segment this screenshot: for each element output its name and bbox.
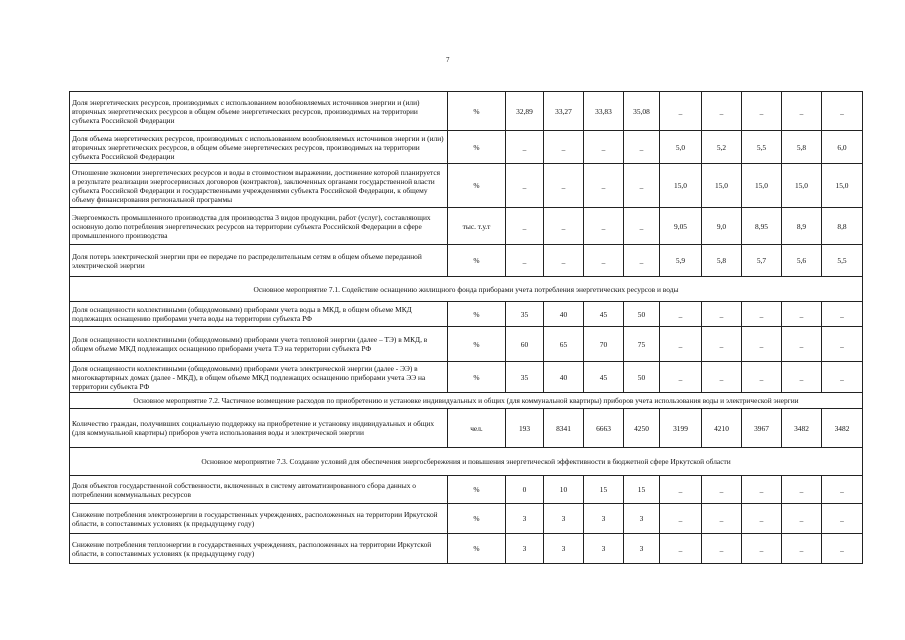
value-cell: _ bbox=[782, 504, 822, 534]
page-number: 7 bbox=[446, 56, 450, 64]
value-cell: _ bbox=[742, 92, 782, 131]
value-cell: 0 bbox=[506, 476, 544, 504]
value-cell: _ bbox=[584, 245, 624, 277]
unit-cell: % bbox=[448, 245, 506, 277]
value-cell: 9,05 bbox=[660, 208, 702, 245]
value-cell: _ bbox=[506, 164, 544, 208]
value-cell: _ bbox=[660, 476, 702, 504]
value-cell: _ bbox=[624, 131, 660, 164]
value-cell: 33,27 bbox=[544, 92, 584, 131]
table-row bbox=[70, 504, 863, 534]
value-cell: 15,0 bbox=[742, 164, 782, 208]
table-body bbox=[70, 92, 863, 564]
value-cell: _ bbox=[624, 208, 660, 245]
value-cell: 15,0 bbox=[782, 164, 822, 208]
value-cell: 3482 bbox=[782, 409, 822, 448]
value-cell: _ bbox=[702, 362, 742, 393]
value-cell: 35 bbox=[506, 302, 544, 327]
value-cell: 50 bbox=[624, 362, 660, 393]
value-cell: _ bbox=[702, 476, 742, 504]
value-cell: 3 bbox=[506, 504, 544, 534]
value-cell: _ bbox=[822, 302, 863, 327]
unit-cell: % bbox=[448, 327, 506, 362]
value-cell: _ bbox=[584, 208, 624, 245]
value-cell: 8341 bbox=[544, 409, 584, 448]
value-cell: _ bbox=[702, 92, 742, 131]
value-cell: 5,6 bbox=[782, 245, 822, 277]
value-cell: _ bbox=[742, 302, 782, 327]
value-cell: 5,5 bbox=[822, 245, 863, 277]
value-cell: _ bbox=[506, 245, 544, 277]
value-cell: _ bbox=[660, 302, 702, 327]
indicator-name: Снижение потребления теплоэнергии в государственных учреждениях, расположенных на территории Иркутской области, в сопоставимых условиях (к предыдущему году) bbox=[70, 534, 448, 564]
value-cell: 35,08 bbox=[624, 92, 660, 131]
indicator-name: Количество граждан, получивших социальную поддержку на приобретение и установку индивидуальных и общих (для коммунальной квартиры) приборов учета использования воды и электрической энергии bbox=[70, 409, 448, 448]
indicator-name: Доля потерь электрической энергии при ее передаче по распределительным сетям в общем объеме переданной электрической энергии bbox=[70, 245, 448, 277]
table-row bbox=[70, 245, 863, 277]
value-cell: _ bbox=[584, 164, 624, 208]
value-cell: 15,0 bbox=[660, 164, 702, 208]
value-cell: 15 bbox=[584, 476, 624, 504]
value-cell: _ bbox=[660, 504, 702, 534]
unit-cell: % bbox=[448, 362, 506, 393]
value-cell: 15,0 bbox=[822, 164, 863, 208]
value-cell: 8,95 bbox=[742, 208, 782, 245]
value-cell: _ bbox=[702, 504, 742, 534]
value-cell: 5,8 bbox=[782, 131, 822, 164]
section-title: Основное мероприятие 7.3. Создание условий для обеспечения энергосбережения и повышения энергетической эффективности в бюджетной сфере Иркутской области bbox=[70, 448, 863, 476]
indicator-name: Энергоемкость промышленного производства для производства 3 видов продукции, работ (услуг), составляющих основную долю потребления энергетических ресурсов на территории субъекта Российской Федерации в сфере промышленного производства bbox=[70, 208, 448, 245]
value-cell: _ bbox=[822, 327, 863, 362]
value-cell: _ bbox=[742, 476, 782, 504]
value-cell: 3 bbox=[544, 534, 584, 564]
value-cell: 3 bbox=[624, 504, 660, 534]
table-row bbox=[70, 362, 863, 393]
value-cell: 8,9 bbox=[782, 208, 822, 245]
value-cell: 3967 bbox=[742, 409, 782, 448]
value-cell: 65 bbox=[544, 327, 584, 362]
indicator-name: Снижение потребления электроэнергии в государственных учреждениях, расположенных на территории Иркутской области, в сопоставимых условиях (к предыдущему году) bbox=[70, 504, 448, 534]
value-cell: 45 bbox=[584, 302, 624, 327]
value-cell: 15 bbox=[624, 476, 660, 504]
value-cell: 5,2 bbox=[702, 131, 742, 164]
value-cell: _ bbox=[624, 164, 660, 208]
value-cell: 193 bbox=[506, 409, 544, 448]
section-row bbox=[70, 393, 863, 409]
indicator-name: Доля оснащенности коллективными (общедомовыми) приборами учета электрической энергии (далее - ЭЭ) в многоквартирных домах (далее - МКД), в общем объеме МКД подлежащих оснащению приборами учета ЭЭ на территории субъекта РФ bbox=[70, 362, 448, 393]
value-cell: 70 bbox=[584, 327, 624, 362]
value-cell: 75 bbox=[624, 327, 660, 362]
value-cell: _ bbox=[822, 362, 863, 393]
value-cell: 5,5 bbox=[742, 131, 782, 164]
value-cell: 3 bbox=[584, 534, 624, 564]
unit-cell: % bbox=[448, 131, 506, 164]
value-cell: 6,0 bbox=[822, 131, 863, 164]
table-row bbox=[70, 208, 863, 245]
table-row bbox=[70, 327, 863, 362]
value-cell: _ bbox=[624, 245, 660, 277]
value-cell: _ bbox=[660, 534, 702, 564]
value-cell: _ bbox=[544, 208, 584, 245]
value-cell: 3 bbox=[506, 534, 544, 564]
value-cell: _ bbox=[742, 504, 782, 534]
unit-cell: чел. bbox=[448, 409, 506, 448]
value-cell: 50 bbox=[624, 302, 660, 327]
unit-cell: % bbox=[448, 164, 506, 208]
value-cell: _ bbox=[742, 362, 782, 393]
value-cell: _ bbox=[506, 131, 544, 164]
value-cell: 4210 bbox=[702, 409, 742, 448]
value-cell: _ bbox=[782, 362, 822, 393]
unit-cell: % bbox=[448, 302, 506, 327]
table-row bbox=[70, 302, 863, 327]
table-row bbox=[70, 534, 863, 564]
table-row bbox=[70, 476, 863, 504]
value-cell: _ bbox=[742, 534, 782, 564]
value-cell: _ bbox=[822, 476, 863, 504]
indicator-name: Доля объема энергетических ресурсов, производимых с использованием возобновляемых источников энергии и (или) вторичных энергетических ресурсов, в общем объеме энергетических ресурсов, производимых на территории субъекта Российской Федерации bbox=[70, 131, 448, 164]
unit-cell: % bbox=[448, 476, 506, 504]
value-cell: 45 bbox=[584, 362, 624, 393]
value-cell: _ bbox=[782, 327, 822, 362]
indicators-table bbox=[69, 91, 863, 564]
unit-cell: % bbox=[448, 92, 506, 131]
value-cell: _ bbox=[660, 362, 702, 393]
table-row bbox=[70, 92, 863, 131]
value-cell: 3 bbox=[584, 504, 624, 534]
value-cell: _ bbox=[702, 327, 742, 362]
value-cell: _ bbox=[782, 476, 822, 504]
value-cell: 3199 bbox=[660, 409, 702, 448]
value-cell: _ bbox=[660, 327, 702, 362]
value-cell: 60 bbox=[506, 327, 544, 362]
value-cell: _ bbox=[782, 302, 822, 327]
value-cell: _ bbox=[544, 164, 584, 208]
table-row bbox=[70, 409, 863, 448]
value-cell: _ bbox=[742, 327, 782, 362]
value-cell: _ bbox=[544, 131, 584, 164]
unit-cell: тыс. т.у.т bbox=[448, 208, 506, 245]
section-row bbox=[70, 448, 863, 476]
value-cell: _ bbox=[584, 131, 624, 164]
value-cell: 9,0 bbox=[702, 208, 742, 245]
value-cell: 32,89 bbox=[506, 92, 544, 131]
value-cell: 3 bbox=[544, 504, 584, 534]
value-cell: 10 bbox=[544, 476, 584, 504]
value-cell: 35 bbox=[506, 362, 544, 393]
value-cell: 5,7 bbox=[742, 245, 782, 277]
value-cell: _ bbox=[822, 534, 863, 564]
value-cell: 5,9 bbox=[660, 245, 702, 277]
table-row bbox=[70, 131, 863, 164]
value-cell: _ bbox=[660, 92, 702, 131]
indicator-name: Доля оснащенности коллективными (общедомовыми) приборами учета воды в МКД, в общем объеме МКД подлежащих оснащению приборами учета воды на территории субъекта РФ bbox=[70, 302, 448, 327]
value-cell: _ bbox=[782, 92, 822, 131]
value-cell: 40 bbox=[544, 362, 584, 393]
value-cell: _ bbox=[702, 534, 742, 564]
section-row bbox=[70, 277, 863, 302]
value-cell: 40 bbox=[544, 302, 584, 327]
section-title: Основное мероприятие 7.1. Содействие оснащению жилищного фонда приборами учета потребления энергетических ресурсов и воды bbox=[70, 277, 863, 302]
indicator-name: Отношение экономии энергетических ресурсов и воды в стоимостном выражении, достижение которой планируется в результате реализации энергосервисных договоров (контрактов), заключенных органами государственной власти субъекта Российской Федерации и государственными учреждениями субъекта Российской Федерации, к общему объему финансирования региональной программы bbox=[70, 164, 448, 208]
table-row bbox=[70, 164, 863, 208]
value-cell: _ bbox=[506, 208, 544, 245]
value-cell: _ bbox=[702, 302, 742, 327]
value-cell: 15,0 bbox=[702, 164, 742, 208]
value-cell: 6663 bbox=[584, 409, 624, 448]
indicator-name: Доля оснащенности коллективными (общедомовыми) приборами учета тепловой энергии (далее – ТЭ) в МКД, в общем объеме МКД подлежащих оснащению приборами учета ТЭ на территории субъекта РФ bbox=[70, 327, 448, 362]
value-cell: 8,8 bbox=[822, 208, 863, 245]
value-cell: 3 bbox=[624, 534, 660, 564]
value-cell: _ bbox=[544, 245, 584, 277]
value-cell: _ bbox=[782, 534, 822, 564]
indicator-name: Доля объектов государственной собственности, включенных в систему автоматизированного сбора данных о потреблении коммунальных ресурсов bbox=[70, 476, 448, 504]
value-cell: 5,8 bbox=[702, 245, 742, 277]
value-cell: _ bbox=[822, 504, 863, 534]
value-cell: _ bbox=[822, 92, 863, 131]
value-cell: 4250 bbox=[624, 409, 660, 448]
section-title: Основное мероприятие 7.2. Частичное возмещение расходов по приобретению и установке индивидуальных и общих (для коммунальной квартиры) приборов учета использования воды и электрической энергии bbox=[70, 393, 863, 409]
value-cell: 5,0 bbox=[660, 131, 702, 164]
unit-cell: % bbox=[448, 534, 506, 564]
value-cell: 3482 bbox=[822, 409, 863, 448]
unit-cell: % bbox=[448, 504, 506, 534]
value-cell: 33,83 bbox=[584, 92, 624, 131]
indicator-name: Доля энергетических ресурсов, производимых с использованием возобновляемых источников энергии и (или) вторичных энергетических ресурсов в общем объеме энергетических ресурсов, производимых на территории субъекта Российской Федерации bbox=[70, 92, 448, 131]
